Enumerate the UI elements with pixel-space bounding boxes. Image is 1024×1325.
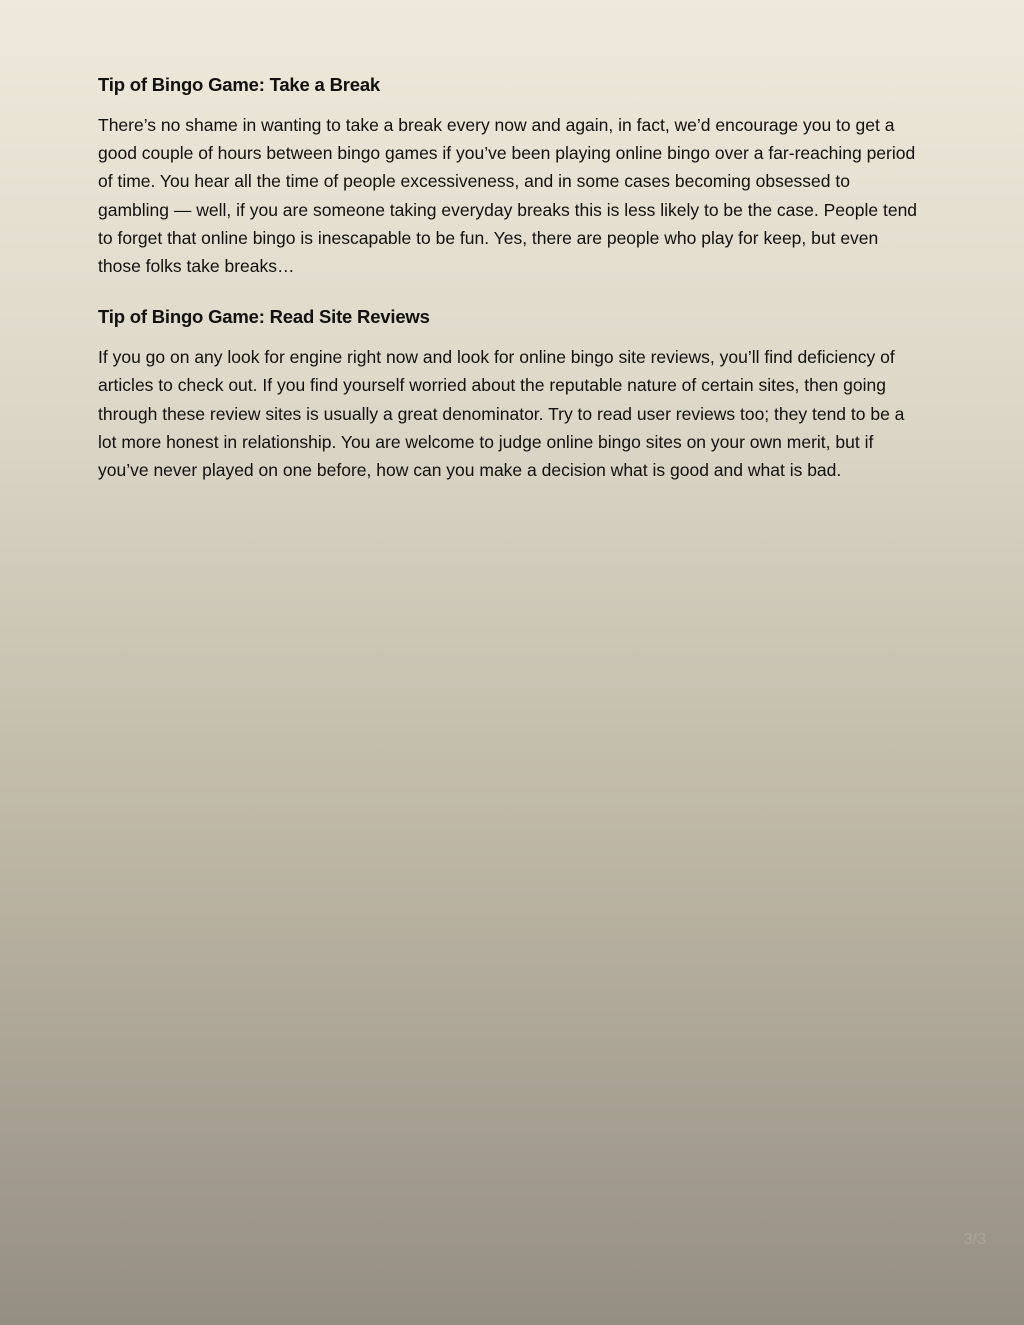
section-read-site-reviews xyxy=(98,304,924,484)
document-page xyxy=(98,72,924,508)
page-number: 3/3 xyxy=(963,1231,986,1248)
section-take-a-break xyxy=(98,72,924,280)
section-paragraph: If you go on any look for engine right now and look for online bingo site reviews, you’ll find deficiency of articles to check out. If you find yourself worried about the reputable nature of certain sites, then going through these review sites is usually a great denominator. Try to read user reviews too; they tend to be a lot more honest in relationship. You are welcome to judge online bingo sites on your own merit, but if you’ve never played on one before, how can you make a decision what is good and what is bad. xyxy=(98,347,905,481)
section-heading: Tip of Bingo Game: Read Site Reviews xyxy=(98,306,430,328)
section-paragraph: There’s no shame in wanting to take a break every now and again, in fact, we’d encourage you to get a good couple of hours between bingo games if you’ve been playing online bingo over a far-reaching period of time. You hear all the time of people excessiveness, and in some cases becoming obsessed to gambling — well, if you are someone taking everyday breaks this is less likely to be the case. People tend to forget that online bingo is inescapable to be fun. Yes, there are people who play for keep, but even those folks take breaks… xyxy=(98,115,918,277)
section-heading: Tip of Bingo Game: Take a Break xyxy=(98,74,380,95)
